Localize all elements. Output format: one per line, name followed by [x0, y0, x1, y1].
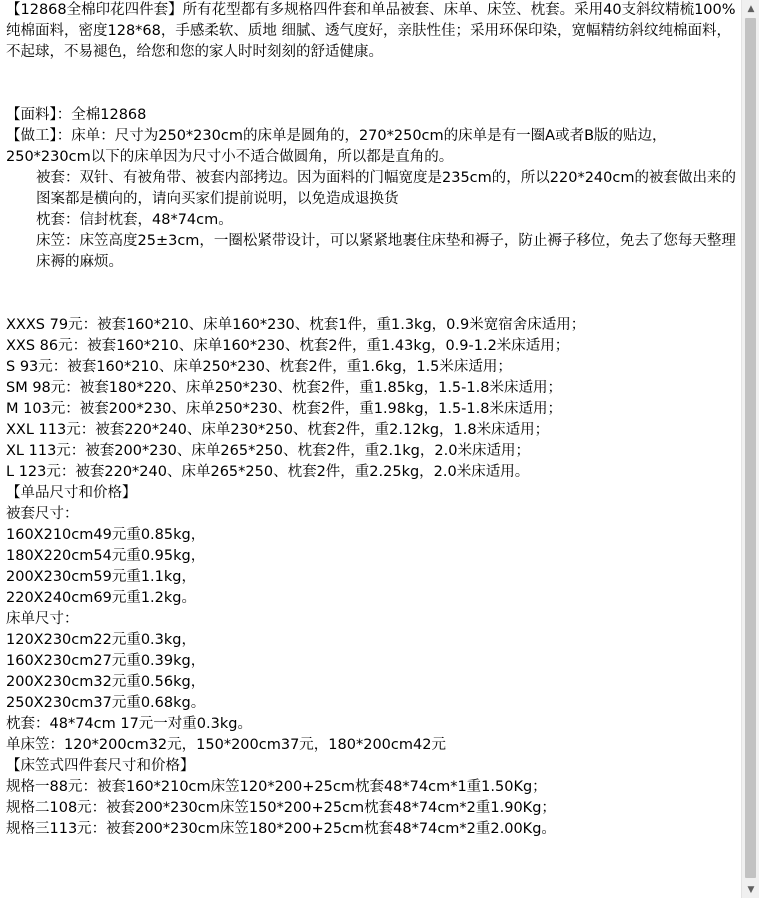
craft-duvet: 被套：双针、有被角带、被套内部拷边。因为面料的门幅宽度是235cm的，所以220*240cm的被套做出来的图案都是横向的，请向买家们提前说明，以免造成退换货 — [36, 170, 736, 207]
size-line: XXL 113元：被套220*240、床单230*250、枕套2件，重2.12kg，1.8米床适用； — [6, 422, 550, 438]
craft-fitted: 床笠：床笠高度25±3cm，一圈松紧带设计，可以紧紧地裹住床垫和褥子，防止褥子移位，免去了您每天整理床褥的麻烦。 — [36, 233, 736, 270]
vertical-scrollbar[interactable] — [741, 0, 759, 898]
intro-paragraph: 【12868全棉印花四件套】所有花型都有多规格四件套和单品被套、床单、床笠、枕套。采用40支斜纹精梳100%纯棉面料，密度128*68，手感柔软、质地 细腻、透气度好，亲肤性佳；采用环保印染，宽幅精纺斜纹纯棉面料，不起球，不易褪色，给您和您的家人时时刻刻的舒适健康。 — [6, 2, 736, 60]
fitted-set-heading: 【床笠式四件套尺寸和价格】 — [6, 758, 195, 774]
craft-sheet: 【做工】：床单：尺寸为250*230cm的床单是圆角的，270*250cm的床单是有一圈A或者B版的贴边，250*230cm以下的床单因为尺寸小不适合做圆角，所以都是直角的。 — [6, 128, 667, 165]
size-line: S 93元：被套160*210、床单250*230、枕套2件，重1.6kg，1.5米床适用； — [6, 359, 512, 375]
size-line: SM 98元：被套180*220、床单250*230、枕套2件，重1.85kg，1.5-1.8米床适用； — [6, 380, 562, 396]
duvet-size-item: 220X240cm69元重1.2kg。 — [6, 590, 196, 606]
fabric-line: 【面料】：全棉12868 — [6, 107, 147, 123]
fitted-set-item: 规格二108元：被套200*230cm床笠150*200+25cm枕套48*74cm*2重1.90Kg； — [6, 800, 556, 816]
sheet-size-item: 120X230cm22元重0.3kg， — [6, 632, 196, 648]
fitted-set-item: 规格三113元：被套200*230cm床笠180*200+25cm枕套48*74cm*2重2.00Kg。 — [6, 821, 556, 837]
size-line: XXXS 79元：被套160*210、床单160*230、枕套1件，重1.3kg，0.9米宽宿舍床适用； — [6, 317, 586, 333]
size-line: XL 113元：被套200*230、床单265*250、枕套2件，重2.1kg，2.0米床适用； — [6, 443, 530, 459]
pillow-price: 枕套：48*74cm 17元一对重0.3kg。 — [6, 716, 252, 732]
craft-pillow: 枕套：信封枕套，48*74cm。 — [36, 212, 233, 228]
scrollbar-thumb[interactable] — [745, 18, 756, 878]
size-line: XXS 86元：被套160*210、床单160*230、枕套2件，重1.43kg，0.9-1.2米床适用； — [6, 338, 570, 354]
sheet-size-item: 200X230cm32元重0.56kg， — [6, 674, 206, 690]
duvet-size-item: 160X210cm49元重0.85kg， — [6, 527, 206, 543]
duvet-size-title: 被套尺寸： — [6, 506, 79, 522]
duvet-size-item: 180X220cm54元重0.95kg， — [6, 548, 206, 564]
duvet-size-item: 200X230cm59元重1.1kg， — [6, 569, 196, 585]
fitted-set-item: 规格一88元：被套160*210cm床笠120*200+25cm枕套48*74cm*1重1.50Kg； — [6, 779, 547, 795]
single-heading: 【单品尺寸和价格】 — [6, 485, 137, 501]
size-line: M 103元：被套200*230、床单250*230、枕套2件，重1.98kg，1.5-1.8米床适用； — [6, 401, 562, 417]
sheet-size-title: 床单尺寸： — [6, 611, 79, 627]
scroll-down-arrow-icon[interactable]: ▼ — [747, 884, 755, 895]
size-line: L 123元：被套220*240、床单265*250、枕套2件，重2.25kg，2.0米床适用。 — [6, 464, 530, 480]
sheet-size-item: 160X230cm27元重0.39kg， — [6, 653, 206, 669]
product-description — [6, 0, 736, 840]
scroll-up-arrow-icon[interactable]: ▲ — [747, 3, 755, 14]
fitted-single-price: 单床笠：120*200cm32元，150*200cm37元，180*200cm42元 — [6, 737, 446, 753]
sheet-size-item: 250X230cm37元重0.68kg。 — [6, 695, 206, 711]
